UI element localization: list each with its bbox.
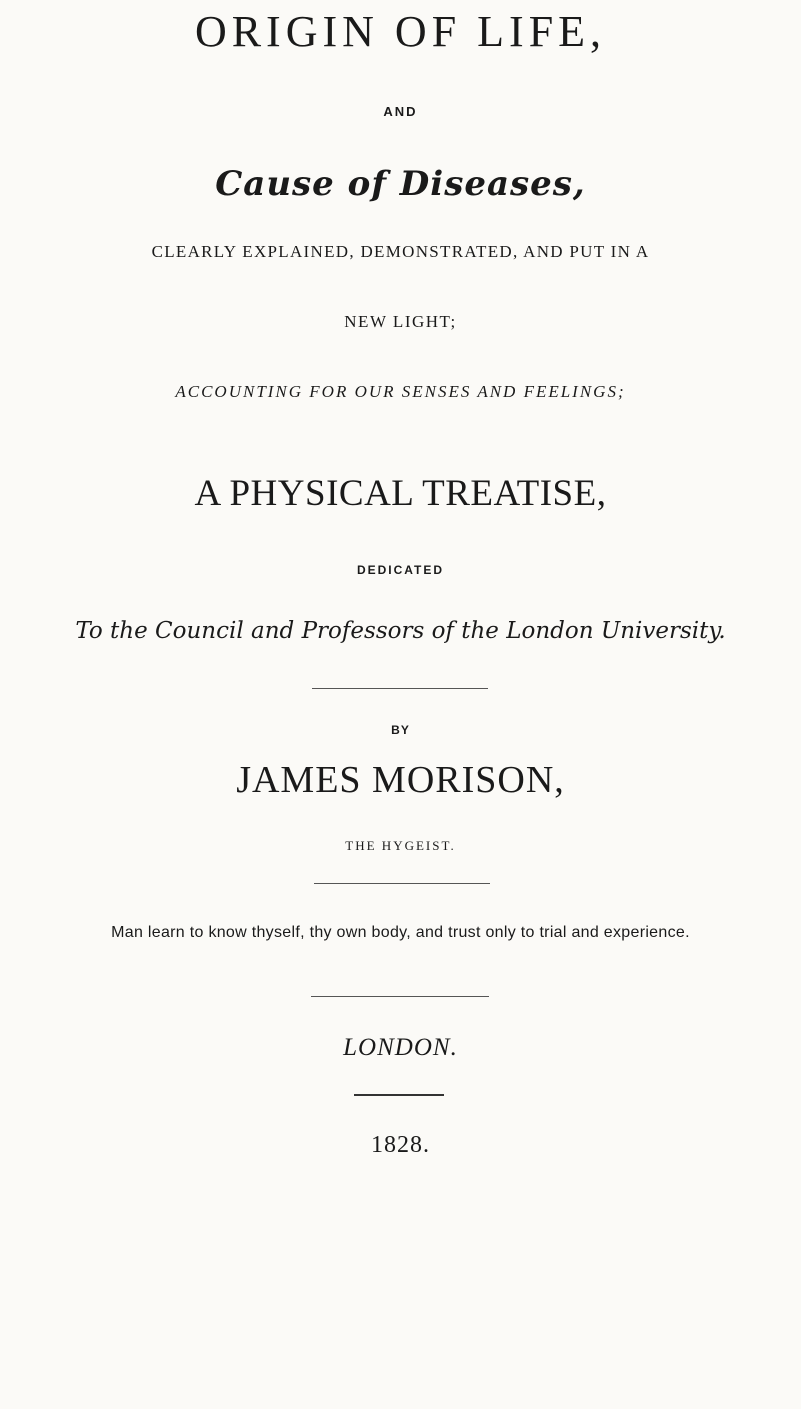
short-divider-rule — [354, 1094, 444, 1096]
conjunction-and: AND — [383, 104, 418, 119]
treatise-title: A PHYSICAL TREATISE, — [194, 473, 607, 514]
explanation-line-1: CLEARLY EXPLAINED, DEMONSTRATED, AND PUT IN A — [151, 242, 650, 261]
place-of-publication: LONDON. — [343, 1034, 458, 1061]
accounting-line: ACCOUNTING FOR OUR SENSES AND FEELINGS; — [175, 382, 626, 401]
divider-rule — [311, 996, 489, 997]
motto: Man learn to know thyself, thy own body, and trust only to trial and experience. — [111, 924, 690, 941]
author-name: JAMES MORISON, — [236, 759, 565, 801]
publication-year: 1828. — [371, 1132, 430, 1158]
dedicated-label: DEDICATED — [356, 563, 445, 577]
by-label: BY — [391, 723, 410, 737]
divider-rule — [312, 688, 488, 689]
explanation-line-2: NEW LIGHT; — [344, 312, 457, 331]
author-title: THE HYGEIST. — [345, 838, 456, 853]
divider-rule — [314, 883, 490, 884]
dedication-line: To the Council and Professors of the London University. — [75, 618, 726, 644]
blackletter-subtitle: Cause of Diseases, — [215, 164, 586, 204]
book-title: ORIGIN OF LIFE, — [194, 7, 607, 56]
